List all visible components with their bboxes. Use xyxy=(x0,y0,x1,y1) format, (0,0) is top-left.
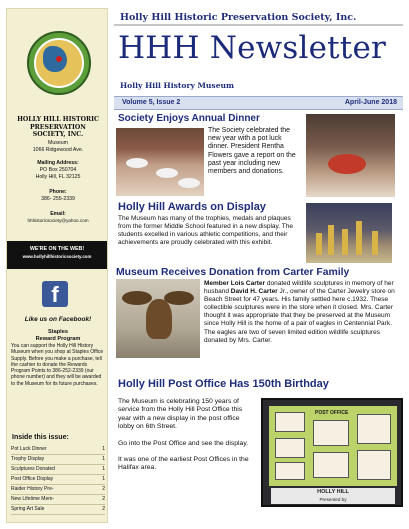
board-label: POST OFFICE xyxy=(315,410,349,416)
dinner-photo-2 xyxy=(306,114,395,197)
article-title-awards: Holly Hill Awards on Display xyxy=(118,201,266,213)
postoffice-paragraph: The Museum is celebrating 150 years of service from the Holly Hill Post Office this year with a new display in the post office lobby on 6th Street. xyxy=(118,398,243,431)
tablecloth-shape xyxy=(328,154,366,174)
toc-page: 2 xyxy=(102,496,105,502)
carter-member-name: Member Lois Carter xyxy=(204,280,266,287)
article-title-dinner: Society Enjoys Annual Dinner xyxy=(118,113,260,124)
eagle-wing xyxy=(164,291,194,305)
carter-husband-name: David H. Carter xyxy=(230,288,278,296)
staples-title xyxy=(9,329,107,343)
toc-page: 1 xyxy=(102,466,105,472)
issue-date: April-June 2018 xyxy=(344,99,397,106)
sidebar-address: 1066 Ridgewood Ave. xyxy=(32,147,84,153)
toc-page: 2 xyxy=(102,486,105,492)
toc-item[interactable] xyxy=(11,495,105,505)
article-body-postoffice xyxy=(118,398,256,473)
website-banner[interactable] xyxy=(7,241,107,269)
header-divider xyxy=(114,24,403,26)
caption-line: Historic Preservation Society xyxy=(307,504,359,507)
society-name: Holly Hill Historic Preservation Society, Inc. xyxy=(120,12,357,23)
toc-item[interactable] xyxy=(11,485,105,495)
caption-line: HOLLY HILL xyxy=(317,489,349,495)
phone-label: Phone: xyxy=(49,189,67,195)
article-body-carter xyxy=(204,280,402,345)
email-address[interactable]: hhhistoricsociety@yahoo.com xyxy=(27,218,89,223)
trophy-shape xyxy=(328,225,334,255)
mailing-line: Holly Hill, FL 32125 xyxy=(35,174,81,180)
org-line: SOCIETY, INC. xyxy=(32,131,84,139)
toc-page: 1 xyxy=(102,446,105,452)
org-line: HOLLY HILL HISTORIC xyxy=(17,116,99,123)
society-seal-logo xyxy=(27,31,91,95)
website-link[interactable]: www.hollyhillhistoricsociety.com xyxy=(22,254,92,259)
trophy-shape xyxy=(316,233,322,255)
toc-label: Spring Art Sale xyxy=(11,506,45,512)
issue-bar xyxy=(114,96,403,110)
inside-issue-list xyxy=(11,445,105,515)
eagle-wing xyxy=(122,291,152,305)
caption-line: Presented by xyxy=(319,497,347,502)
facebook-icon[interactable]: f xyxy=(42,281,68,307)
trophy-shape xyxy=(356,221,362,255)
toc-item[interactable] xyxy=(11,475,105,485)
display-picture xyxy=(275,412,305,432)
issue-volume: Volume 5, Issue 2 xyxy=(122,99,181,106)
display-board xyxy=(269,406,397,486)
article-title-carter: Museum Receives Donation from Carter Family xyxy=(116,267,350,278)
toc-label: Raider History Pre- xyxy=(11,486,54,492)
toc-label: New Lifetime Mem- xyxy=(11,496,55,502)
museum-name: Holly Hill History Museum xyxy=(120,81,235,90)
carter-text: donated wildlife sculptures in memory of her husband xyxy=(204,280,394,296)
staples-body: You can support the Holly Hill History Museum when you shop at Staples Office Supply. Before you make a purchase, tell the cashier to donate the Rewards Program Points to 386-252-2339 (our phone number) and they will be awarded to the Museum for its future purchases. xyxy=(11,343,104,387)
toc-label: Pot Luck Dinner xyxy=(11,446,47,452)
location-dot-icon xyxy=(56,56,62,62)
phone-number: 386- 255-2339 xyxy=(41,196,75,202)
trophy-shape xyxy=(372,231,378,255)
sidebar-museum-label: Museum xyxy=(48,140,68,146)
toc-page: 2 xyxy=(102,506,105,512)
toc-label: Trophy Display xyxy=(11,456,45,462)
dinner-photo-1 xyxy=(116,128,204,196)
display-picture xyxy=(313,452,349,478)
staples-title-line: Staples xyxy=(48,329,68,335)
toc-item[interactable] xyxy=(11,455,105,465)
article-body-awards: The Museum has many of the trophies, medals and plaques from the former Middle School featured in a new display. The students excelled in various athletic competitions, and their achievements are proudly celebrated with this exhibit. xyxy=(118,215,293,246)
table-shape xyxy=(126,158,148,168)
web-banner-title: WE'RE ON THE WEB! xyxy=(29,246,85,252)
post-office-display-photo xyxy=(261,398,403,507)
table-shape xyxy=(178,178,200,188)
toc-page: 1 xyxy=(102,476,105,482)
display-picture xyxy=(357,414,391,444)
sidebar-org-name xyxy=(9,116,107,139)
florida-map-icon xyxy=(43,46,67,72)
mailing-line: PO Box 250704 xyxy=(39,167,77,173)
trophy-shape xyxy=(342,229,348,255)
display-caption xyxy=(271,488,395,504)
display-picture xyxy=(313,420,349,446)
email-label: Email: xyxy=(50,211,66,217)
org-line: PRESERVATION xyxy=(30,123,86,131)
toc-label: Sculptures Donated xyxy=(11,466,55,472)
display-picture xyxy=(275,462,305,480)
toc-page: 1 xyxy=(102,456,105,462)
display-picture xyxy=(357,450,391,480)
eagle-sculpture-photo xyxy=(116,279,200,358)
toc-item[interactable] xyxy=(11,465,105,475)
carter-text: Jr., owner of the Carter Jewelry store on Beach Street for 47 years. His family settled here c.1932. These collectible sculptures were in the store when it closed. Mrs. Carter thought it was appropriate that they be preserved at the Museum since Holly Hill is the home of a pair of eagles in Centennial Park. The eagles are two of seven limited edition wildlife sculptures donated by Mrs. Carter. xyxy=(204,288,395,344)
article-title-postoffice: Holly Hill Post Office Has 150th Birthday xyxy=(118,378,329,390)
facebook-like-text: Like us on Facebook! xyxy=(24,316,92,323)
trophy-display-photo xyxy=(306,203,392,263)
inside-issue-title: Inside this issue: xyxy=(12,434,69,441)
table-shape xyxy=(156,168,178,178)
postoffice-paragraph: It was one of the earliest Post Offices in the Halifax area. xyxy=(118,456,249,472)
eagle-body xyxy=(146,299,172,339)
postoffice-paragraph: Go into the Post Office and see the display. xyxy=(118,439,249,447)
article-body-dinner: The Society celebrated the new year with a pot luck dinner. President Rentha Flowers gave a report on the past year including new members and donations. xyxy=(208,127,296,176)
mailing-label: Mailing Address: xyxy=(37,160,79,166)
toc-label: Post Office Display xyxy=(11,476,54,482)
display-picture xyxy=(275,438,305,458)
toc-item[interactable] xyxy=(11,505,105,515)
sidebar xyxy=(6,8,108,523)
toc-item[interactable] xyxy=(11,445,105,455)
newsletter-masthead: HHH Newsletter xyxy=(118,30,387,66)
staples-title-line: Reward Program xyxy=(35,335,81,342)
